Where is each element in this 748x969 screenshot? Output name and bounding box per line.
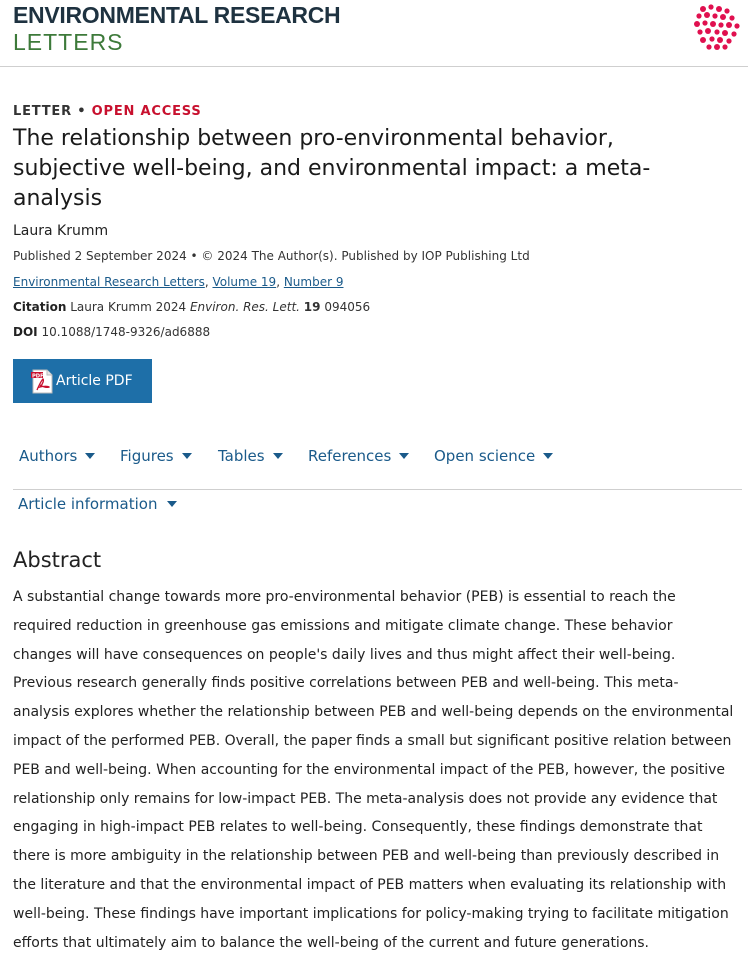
article-type-line: [13, 104, 202, 119]
iop-dot-cluster-icon[interactable]: [693, 3, 741, 51]
tab-authors[interactable]: [19, 447, 95, 465]
tab-article-information[interactable]: [18, 495, 177, 513]
doi-label: DOI: [13, 325, 38, 339]
tab-references[interactable]: [308, 447, 409, 465]
type-separator: •: [77, 104, 87, 119]
pdf-file-icon: [31, 369, 54, 394]
tab-authors-label: Authors: [19, 447, 78, 465]
article-tabs: [13, 440, 742, 490]
caret-down-icon: [543, 453, 553, 459]
tab-article-information-label: Article information: [18, 495, 158, 513]
publication-info: Published 2 September 2024 • © 2024 The Author(s). Published by IOP Publishing Ltd: [13, 249, 530, 263]
citation-number: 094056: [324, 300, 371, 314]
citation-text: Laura Krumm 2024: [70, 300, 187, 314]
tab-figures-label: Figures: [120, 447, 174, 465]
tab-open-science[interactable]: [434, 447, 553, 465]
site-header: [0, 0, 748, 67]
tab-tables[interactable]: [218, 447, 283, 465]
article-type: LETTER: [13, 104, 72, 119]
journal-logo-subtitle[interactable]: LETTERS: [13, 29, 124, 55]
doi-line: [13, 325, 210, 339]
caret-down-icon: [273, 453, 283, 459]
article-pdf-button[interactable]: [13, 359, 152, 403]
caret-down-icon: [167, 501, 177, 507]
citation-label: Citation: [13, 300, 67, 314]
doi-value[interactable]: 10.1088/1748-9326/ad6888: [41, 325, 211, 339]
tab-open-science-label: Open science: [434, 447, 536, 465]
journal-link[interactable]: Environmental Research Letters: [13, 275, 205, 289]
journal-breadcrumb: Environmental Research Letters, Volume 19, Number 9: [13, 275, 344, 289]
journal-logo-title[interactable]: ENVIRONMENTAL RESEARCH: [13, 2, 341, 28]
tab-references-label: References: [308, 447, 392, 465]
abstract-text: A substantial change towards more pro-environmental behavior (PEB) is essential to reach the required reduction in greenhouse gas emissions and mitigate climate change. These behavior changes will have consequences on people's daily lives and thus might affect their well-being. Previous research generally finds positive correlations between PEB and well-being. This meta-analysis explores whether the relationship between PEB and well-being depends on the environmental impact of the performed PEB. Overall, the paper finds a small but significant positive relation between PEB and well-being. When accounting for the environmental impact of the PEB, however, the positive relationship only remains for low-impact PEB. The meta-analysis does not provide any evidence that engaging in high-impact PEB relates to well-being. Consequently, these findings demonstrate that there is more ambiguity in the relationship between PEB and well-being than previously described in the literature and that the environmental impact of PEB matters when evaluating its relationship with well-being. These findings have important implications for policy-making trying to facilitate mitigation efforts that ultimately aim to balance the well-being of the current and future generations.: [13, 589, 734, 951]
tab-figures[interactable]: [120, 447, 192, 465]
svg-text:PDF: PDF: [32, 372, 44, 379]
abstract-heading: Abstract: [13, 548, 102, 572]
article-title: The relationship between pro-environmental behavior, subjective well-being, and environmental impact: a meta-analysis: [13, 126, 651, 211]
article-author[interactable]: Laura Krumm: [13, 223, 109, 239]
tab-tables-label: Tables: [218, 447, 265, 465]
caret-down-icon: [182, 453, 192, 459]
citation-volume: 19: [303, 300, 321, 314]
caret-down-icon: [399, 453, 409, 459]
citation-journal: Environ. Res. Lett.: [189, 300, 300, 314]
volume-link[interactable]: Volume 19: [212, 275, 277, 289]
caret-down-icon: [85, 453, 95, 459]
pdf-button-label: Article PDF: [56, 373, 133, 389]
issue-link[interactable]: Number 9: [283, 275, 344, 289]
open-access-badge: OPEN ACCESS: [91, 104, 202, 119]
citation-line: [13, 300, 370, 314]
